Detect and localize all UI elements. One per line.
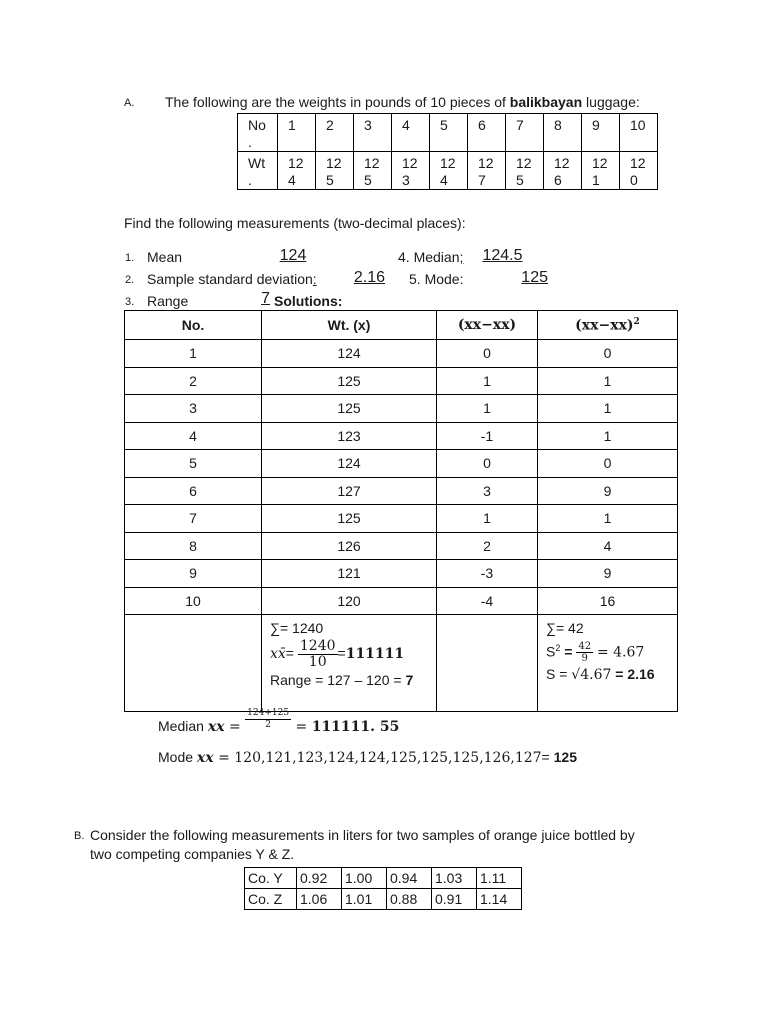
table-row xyxy=(125,367,678,395)
intro-text-end: luggage: xyxy=(582,94,640,110)
mean-numerator: 1240 xyxy=(299,638,336,654)
median-value: 124.5 xyxy=(482,247,523,264)
mean-label: Mean xyxy=(147,249,183,265)
table-cell: Wt . xyxy=(238,152,278,190)
median-line-label: Median xyxy=(158,718,208,735)
table-cell: 1.06 xyxy=(297,889,342,910)
table-cell: 1 xyxy=(538,422,678,450)
intro-text: The following are the weights in pounds of 10 pieces of xyxy=(165,94,510,110)
table-cell: 3 xyxy=(437,477,538,505)
table-cell: 126 xyxy=(262,532,437,560)
intro-bold: balikbayan xyxy=(509,94,583,110)
table-cell: 0 xyxy=(437,340,538,368)
table-cell: 5 xyxy=(430,114,468,152)
table-cell: 6 xyxy=(125,477,262,505)
mean-result: 111111 xyxy=(345,646,405,663)
mean-formula xyxy=(270,639,436,670)
table-cell: 2 xyxy=(437,532,538,560)
table-cell: 3 xyxy=(125,395,262,423)
juice-table xyxy=(244,867,522,910)
variance-sup: 2 xyxy=(555,643,561,653)
table-cell: 12 3 xyxy=(392,152,430,190)
table-cell: 12 1 xyxy=(582,152,620,190)
variance-denominator: 9 xyxy=(581,653,588,665)
table-cell: 10 xyxy=(125,587,262,615)
sum-sq: ∑= 42 xyxy=(546,620,584,636)
table-row xyxy=(238,152,658,190)
header-deviation: (xx−xx) xyxy=(437,311,538,340)
range-value: 7 xyxy=(261,290,270,307)
table-cell: 0.91 xyxy=(432,889,477,910)
header-deviation-squared-text: (xx−xx) xyxy=(575,317,634,334)
weights-table xyxy=(237,113,658,190)
table-cell: 124 xyxy=(262,450,437,478)
table-cell: 9 xyxy=(538,560,678,588)
table-row xyxy=(125,340,678,368)
variance-result: = 4.67 xyxy=(596,644,645,661)
table-row xyxy=(125,477,678,505)
section-b-line2: two competing companies Y & Z. xyxy=(90,846,295,862)
header-deviation-squared xyxy=(538,311,678,340)
summary-empty-cell xyxy=(125,615,262,712)
median-eq: = xyxy=(224,719,246,736)
table-cell: -4 xyxy=(437,587,538,615)
summary-empty-cell xyxy=(437,615,538,712)
table-cell: 0 xyxy=(437,450,538,478)
table-cell: 121 xyxy=(262,560,437,588)
table-cell: 0.88 xyxy=(387,889,432,910)
header-sup: 2 xyxy=(633,316,640,327)
table-cell: 0 xyxy=(538,450,678,478)
mean-value: 124 xyxy=(279,247,307,264)
section-b-line1: Consider the following measurements in liters for two samples of orange juice bottled by xyxy=(90,827,635,843)
table-cell: 12 5 xyxy=(354,152,392,190)
table-cell: 1.00 xyxy=(342,868,387,889)
range-line-text: Range = 127 – 120 = xyxy=(270,672,406,688)
company-label-cell: Co. Y xyxy=(245,868,297,889)
sd-label-text: Sample standard deviation xyxy=(147,271,313,287)
item-number: 3. xyxy=(125,296,135,308)
header-wt: Wt. (x) xyxy=(262,311,437,340)
median-denominator: 2 xyxy=(265,720,271,730)
table-row xyxy=(125,587,678,615)
median-label-text: 4. Median xyxy=(398,249,460,265)
table-row xyxy=(125,450,678,478)
table-cell: 5 xyxy=(125,450,262,478)
table-cell: 125 xyxy=(262,505,437,533)
table-cell: 4 xyxy=(538,532,678,560)
sd-sqrt: √4.67 xyxy=(571,667,612,684)
table-cell: 1 xyxy=(437,505,538,533)
table-cell: 1 xyxy=(538,505,678,533)
table-row xyxy=(245,868,522,889)
item-number: 2. xyxy=(125,274,135,286)
sd-label: Sample standard deviation: xyxy=(147,271,317,287)
table-row xyxy=(125,395,678,423)
median-numerator: 124+125 xyxy=(247,708,290,718)
table-cell: 125 xyxy=(262,367,437,395)
table-cell: No . xyxy=(238,114,278,152)
table-cell: 120 xyxy=(262,587,437,615)
table-cell: -3 xyxy=(437,560,538,588)
range-line xyxy=(270,670,436,690)
table-cell: 1 xyxy=(538,367,678,395)
variance-eq: = xyxy=(560,643,577,660)
table-cell: 7 xyxy=(506,114,544,152)
table-cell: 1 xyxy=(538,395,678,423)
variance-symbol: S xyxy=(546,643,556,660)
section-a-letter: A. xyxy=(124,97,135,109)
table-row xyxy=(125,560,678,588)
mode-value: 125 xyxy=(521,269,548,286)
header-no: No. xyxy=(125,311,262,340)
section-b-letter: B. xyxy=(74,830,85,842)
table-cell: 12 6 xyxy=(544,152,582,190)
section-a-intro xyxy=(165,94,640,110)
table-cell: 1 xyxy=(125,340,262,368)
table-cell: 9 xyxy=(125,560,262,588)
table-cell: 125 xyxy=(262,395,437,423)
median-result: 111111. 55 xyxy=(311,719,400,736)
table-cell: 0.94 xyxy=(387,868,432,889)
table-cell: 12 5 xyxy=(506,152,544,190)
table-cell: 124 xyxy=(262,340,437,368)
sd-result: = 2.16 xyxy=(611,666,655,683)
summary-row xyxy=(125,615,678,712)
sd-symbol: S = xyxy=(546,666,572,683)
variance-numerator: 42 xyxy=(578,641,592,653)
table-row xyxy=(125,532,678,560)
table-cell: 12 0 xyxy=(620,152,658,190)
table-cell: 9 xyxy=(582,114,620,152)
table-cell: 1 xyxy=(278,114,316,152)
table-cell: 4 xyxy=(125,422,262,450)
mean-fraction xyxy=(298,639,338,670)
table-cell: 6 xyxy=(468,114,506,152)
item-number: 1. xyxy=(125,252,135,264)
table-cell: 3 xyxy=(354,114,392,152)
table-cell: 1.14 xyxy=(477,889,522,910)
table-cell: 8 xyxy=(544,114,582,152)
table-row xyxy=(245,889,522,910)
mode-label-text: 5. Mode xyxy=(409,271,460,287)
sd-formula xyxy=(546,664,677,685)
table-cell: 2 xyxy=(316,114,354,152)
range-label: Range xyxy=(147,293,189,309)
table-cell: 1 xyxy=(437,367,538,395)
table-cell: 12 7 xyxy=(468,152,506,190)
table-cell: 2 xyxy=(125,367,262,395)
table-row xyxy=(125,422,678,450)
table-cell: 7 xyxy=(125,505,262,533)
table-cell: 12 4 xyxy=(278,152,316,190)
table-cell: -1 xyxy=(437,422,538,450)
table-cell: 1.11 xyxy=(477,868,522,889)
mode-eq2: = xyxy=(541,749,554,765)
median-line xyxy=(158,708,400,739)
mode-values: 120,121,123,124,124,125,125,125,126,127 xyxy=(234,750,542,766)
find-text: Find the following measurements (two-decimal places): xyxy=(124,215,466,231)
table-cell: 12 5 xyxy=(316,152,354,190)
table-cell: 1.03 xyxy=(432,868,477,889)
median-fraction xyxy=(245,708,291,731)
mode-label: 5. Mode: xyxy=(409,271,464,287)
mean-eq2: = xyxy=(337,645,346,662)
summary-wt-cell xyxy=(262,615,437,712)
table-cell: 4 xyxy=(392,114,430,152)
table-cell: 0 xyxy=(538,340,678,368)
median-label: 4. Median; xyxy=(398,249,464,265)
mode-eq: = xyxy=(213,750,235,766)
variance-formula xyxy=(546,638,677,664)
solutions-label: Solutions: xyxy=(274,293,343,309)
summary-sq-cell xyxy=(538,615,678,712)
table-cell: 0.92 xyxy=(297,868,342,889)
median-var: xx xyxy=(207,719,225,736)
company-label-cell: Co. Z xyxy=(245,889,297,910)
mode-result: 125 xyxy=(553,749,577,765)
sum-x: ∑= 1240 xyxy=(270,620,324,636)
median-eq2: = xyxy=(291,719,312,736)
table-cell: 9 xyxy=(538,477,678,505)
mode-line xyxy=(158,749,577,766)
table-row xyxy=(125,505,678,533)
table-cell: 127 xyxy=(262,477,437,505)
table-cell: 10 xyxy=(620,114,658,152)
sd-value: 2.16 xyxy=(353,269,385,286)
table-header-row xyxy=(125,311,678,340)
solutions-table xyxy=(124,310,678,712)
table-cell: 16 xyxy=(538,587,678,615)
table-cell: 8 xyxy=(125,532,262,560)
table-row xyxy=(238,114,658,152)
mode-var: xx xyxy=(196,750,214,766)
range-result: 7 xyxy=(405,672,414,688)
mean-symbol: xx̄ xyxy=(270,646,286,663)
table-cell: 12 4 xyxy=(430,152,468,190)
mode-line-label: Mode xyxy=(158,749,197,765)
variance-fraction xyxy=(576,641,593,664)
mean-eq: = xyxy=(285,645,294,662)
table-cell: 1.01 xyxy=(342,889,387,910)
table-cell: 1 xyxy=(437,395,538,423)
mean-denominator: 10 xyxy=(308,654,327,670)
table-cell: 123 xyxy=(262,422,437,450)
